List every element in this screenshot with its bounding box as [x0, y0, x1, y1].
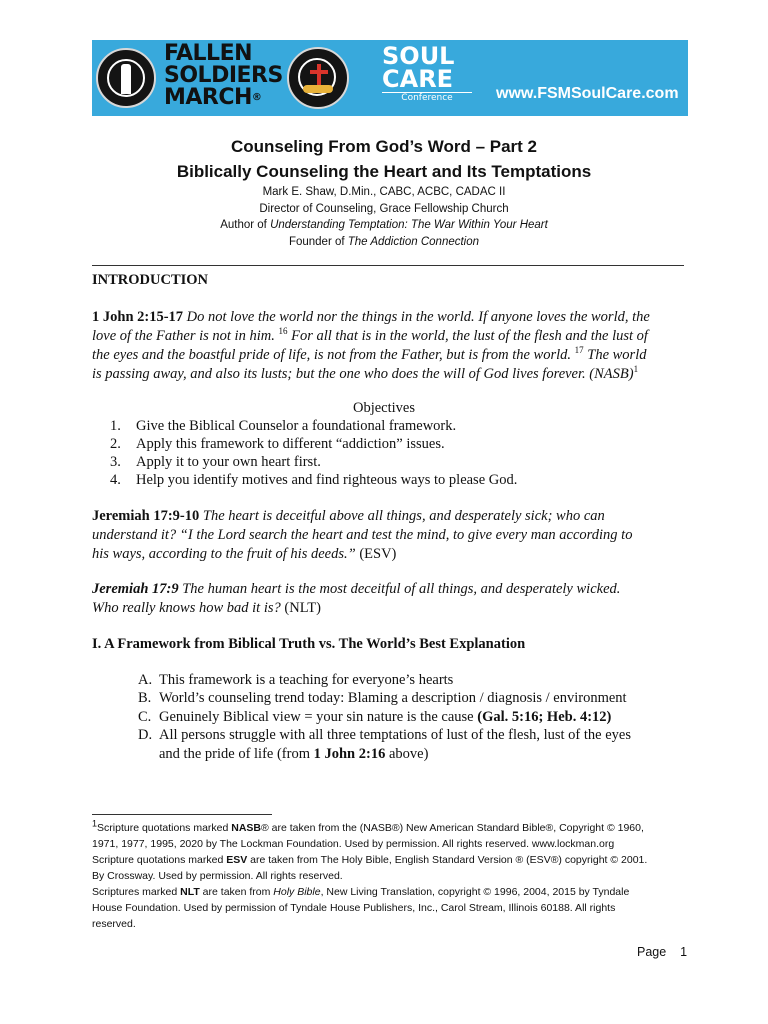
- scripture-jeremiah-nlt: Jeremiah 17:9 The human heart is the most deceitful of all things, and desperately wicked. Who really knows how bad it is? (NLT): [92, 581, 621, 616]
- website-link[interactable]: www.FSMSoulCare.com: [496, 85, 679, 102]
- horse-rider-icon: [303, 85, 333, 93]
- fsm-logo-text: FALLEN SOLDIERS MARCH®: [164, 41, 283, 110]
- author-founder: Founder of The Addiction Connection: [288, 236, 480, 248]
- header-banner: [92, 40, 688, 116]
- footnote: $^1$Scripture quotations marked NASB® are taken from the (NASB®) New American Standard Bible®, Copyright © 1960, 1971, 1977, 1995, 2020 by The Lockman Foundation. Used by permission. All rights reserved. www.lockman.org Scripture quotations marked ESV are taken from The Holy Bible, English Standard Version ® (ESV®) copyright © 2001. By Crossway. Used by permission. All rights reserved. Scriptures marked NLT are taken from Holy Bible, New Living Translation, copyright © 1996, 2004, 2015 by Tyndale House Foundation. Used by permission of Tyndale House Publishers, Inc., Carol Stream, Illinois 60188. All rights reserved.: [92, 818, 648, 930]
- section-heading: I. A Framework from Biblical Truth vs. The World’s Best Explanation: [92, 636, 526, 652]
- cross-icon: [310, 64, 328, 86]
- soldier-icon: [121, 64, 131, 94]
- footnote-divider: [92, 814, 272, 815]
- author-name: Mark E. Shaw, D.Min., CABC, ACBC, CADAC II: [262, 186, 506, 198]
- author-book: Author of Understanding Temptation: The War Within Your Heart: [220, 219, 548, 231]
- scripture-jeremiah-esv: Jeremiah 17:9-10 The heart is deceitful above all things, and desperately sick; who can understand it? “I the Lord search the heart and test the mind, to give every man according to his ways, according to the fruit of his deeds.” (ESV): [92, 508, 633, 562]
- fallen-soldiers-march-seal: [96, 48, 156, 108]
- scripture-1-john: 1 John 2:15-17 Do not love the world nor the things in the world. If anyone loves the world, the love of the Father is not in him. $^{16}$ For all that is in the world, the lust of the flesh and the lust of the eyes and the boastful pride of life, is not from the Father, but is from the world. $^{17}$ The world is passing away, and also its lusts; but the one who does the will of God lives forever. (NASB)$^1$: [92, 309, 650, 382]
- soul-care-logo: SOUL CARE Conference: [382, 44, 482, 103]
- document-subtitle: Biblically Counseling the Heart and Its Temptations: [176, 162, 592, 181]
- soul-care-seal: [287, 47, 349, 109]
- author-role: Director of Counseling, Grace Fellowship Church: [259, 203, 509, 215]
- page-number: Page 1: [637, 945, 688, 959]
- objectives-heading: Objectives: [352, 400, 415, 416]
- intro-heading: INTRODUCTION: [92, 272, 209, 288]
- document-title: Counseling From God’s Word – Part 2: [230, 137, 538, 156]
- divider: [92, 265, 684, 266]
